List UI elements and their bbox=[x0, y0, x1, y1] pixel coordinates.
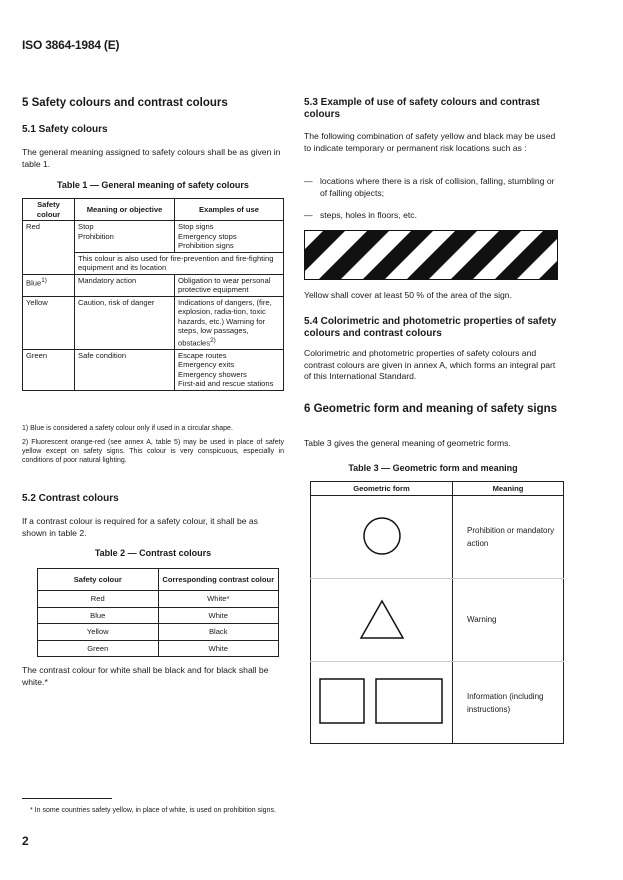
rectangle-icon bbox=[375, 678, 445, 724]
section-5-2-text: If a contrast colour is required for a safety colour, it shall be as shown in table 2. bbox=[22, 516, 258, 538]
section-5-1-text: The general meaning assigned to safety colours shall be as given in table 1. bbox=[22, 147, 281, 169]
table-3-cell: Prohibition or mandatory action bbox=[453, 496, 564, 579]
table-2-cell: Green bbox=[38, 640, 159, 657]
table-1-cell: Red bbox=[23, 221, 75, 275]
footnote-ref: 2) bbox=[210, 336, 216, 344]
section-5-title: 5 Safety colours and contrast colours bbox=[22, 97, 228, 109]
table-1-header: Examples of use bbox=[175, 199, 284, 221]
table-2-cell: Yellow bbox=[38, 624, 159, 641]
table-1-caption: Table 1 — General meaning of safety colours bbox=[57, 180, 249, 190]
section-6-text: Table 3 gives the general meaning of geometric forms. bbox=[304, 438, 511, 448]
table-1-header: Safety colour bbox=[23, 199, 75, 221]
table-3-cell: Information (including instructions) bbox=[453, 662, 564, 744]
section-5-3-title: 5.3 Example of use of safety colours and contrast colours bbox=[304, 97, 540, 120]
section-5-4-title: 5.4 Colorimetric and photometric properties of safety colours and contrast colours bbox=[304, 316, 557, 339]
table-3 bbox=[310, 481, 564, 744]
hazard-stripes bbox=[304, 230, 558, 280]
table-1-cell: Green bbox=[23, 349, 75, 390]
table-1-cell: Safe condition bbox=[75, 349, 175, 390]
section-6-title: 6 Geometric form and meaning of safety signs bbox=[304, 403, 558, 415]
table-1-footnote-2: 2) Fluorescent orange-red (see annex A, table 5) may be used in place of safety yellow except on safety signs. This colour is very conspicuous, especially in conditions of poor natural lighting. bbox=[22, 439, 284, 464]
section-5-4-text: Colorimetric and photometric properties of safety colours and contrast colours are given in annex A, which forms an integral part of this International Standard. bbox=[304, 348, 556, 381]
table-3-cell: Warning bbox=[453, 579, 564, 662]
table-1-cell bbox=[175, 296, 284, 349]
colour-name: Blue bbox=[26, 278, 42, 288]
table-3-header: Meaning bbox=[453, 482, 564, 496]
table-3-cell bbox=[311, 579, 453, 662]
footnote-ref: 1) bbox=[41, 276, 47, 284]
square-icon bbox=[319, 678, 369, 724]
table-1-footnote-1: 1) Blue is considered a safety colour only if used in a circular shape. bbox=[22, 425, 233, 432]
contrast-note: The contrast colour for white shall be black and for black shall be white.* bbox=[22, 665, 269, 687]
table-3-cell bbox=[311, 496, 453, 579]
table-2-caption: Table 2 — Contrast colours bbox=[94, 548, 212, 558]
table-1-cell: Caution, risk of danger bbox=[75, 296, 175, 349]
table-3-caption: Table 3 — Geometric form and meaning bbox=[348, 463, 518, 473]
table-2-header: Corresponding contrast colour bbox=[158, 569, 279, 591]
table-1 bbox=[22, 198, 284, 391]
table-1-cell: Obligation to wear personal protective equipment bbox=[175, 274, 284, 296]
table-1-cell: This colour is also used for fire-prevention and fire-fighting equipment and its location bbox=[75, 252, 284, 274]
section-5-1-title: 5.1 Safety colours bbox=[22, 124, 108, 135]
table-3-cell bbox=[311, 662, 453, 744]
table-2-cell: Blue bbox=[38, 607, 159, 624]
list-item: — locations where there is a risk of collision, falling, stumbling or of falling objects; bbox=[304, 176, 558, 199]
section-5-3-text: The following combination of safety yellow and black may be used to indicate temporary or permanent risk locations such as : bbox=[304, 131, 556, 153]
table-1-cell: Stop Prohibition bbox=[75, 221, 175, 253]
document-header: ISO 3864-1984 (E) bbox=[22, 38, 120, 52]
section-5-2-title: 5.2 Contrast colours bbox=[22, 493, 119, 504]
table-2-cell: Black bbox=[158, 624, 279, 641]
risk-location-list bbox=[304, 176, 558, 222]
table-2-cell: Red bbox=[38, 591, 159, 608]
table-2-header: Safety colour bbox=[38, 569, 159, 591]
table-2 bbox=[37, 568, 279, 657]
table-1-cell: Escape routes Emergency exits Emergency showers First-aid and rescue stations bbox=[175, 349, 284, 390]
table-1-cell: Stop signs Emergency stops Prohibition signs bbox=[175, 221, 284, 253]
table-3-header: Geometric form bbox=[311, 482, 453, 496]
page-number: 2 bbox=[22, 834, 29, 848]
table-2-cell: White bbox=[158, 607, 279, 624]
table-1-header: Meaning or objective bbox=[75, 199, 175, 221]
triangle-icon bbox=[359, 598, 405, 640]
table-1-cell bbox=[23, 274, 75, 296]
table-2-cell: White* bbox=[158, 591, 279, 608]
stripe-coverage-text: Yellow shall cover at least 50 % of the area of the sign. bbox=[304, 290, 512, 300]
table-1-cell: Yellow bbox=[23, 296, 75, 349]
table-2-cell: White bbox=[158, 640, 279, 657]
footnote: * In some countries safety yellow, in place of white, is used on prohibition signs. bbox=[30, 807, 276, 814]
table-1-cell: Mandatory action bbox=[75, 274, 175, 296]
footnote-divider bbox=[22, 798, 112, 799]
examples-text: Indications of dangers, (fire, explosion, radia-tion, toxic hazards, etc.) Warning for steps, low passages, obstacles bbox=[178, 297, 272, 348]
list-item: — steps, holes in floors, etc. bbox=[304, 210, 558, 222]
circle-icon bbox=[362, 516, 402, 556]
